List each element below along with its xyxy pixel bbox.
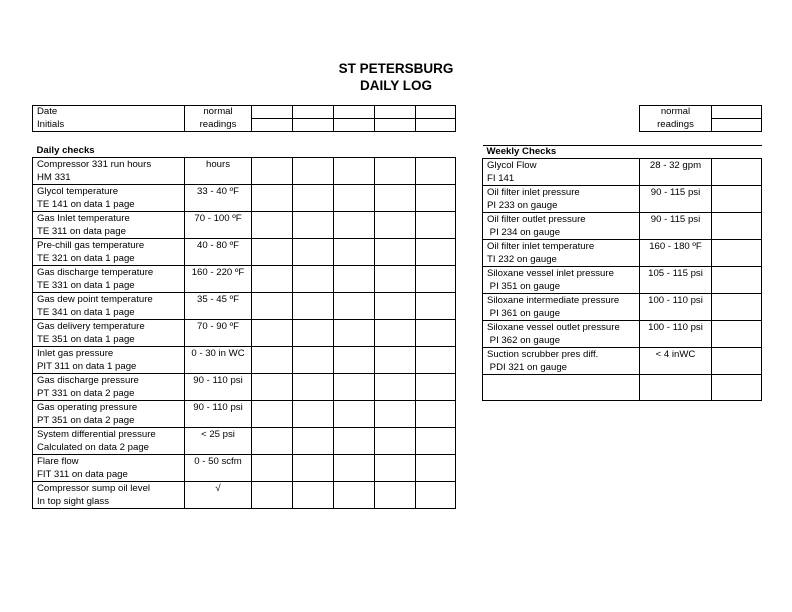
reading-cell[interactable]: [712, 294, 762, 321]
table-row: [33, 482, 456, 509]
check-label: [483, 213, 640, 240]
reading-cell[interactable]: [375, 347, 416, 374]
table-row: [483, 375, 762, 401]
table-row: [33, 158, 456, 185]
check-label: [33, 293, 185, 320]
reading-cell[interactable]: [334, 185, 375, 212]
check-name: Siloxane vessel outlet pressure: [487, 322, 620, 333]
reading-cell[interactable]: [334, 374, 375, 401]
check-label: [33, 401, 185, 428]
reading-cell[interactable]: [712, 321, 762, 348]
check-source: TE 141 on data 1 page: [37, 199, 135, 210]
check-label: [33, 455, 185, 482]
daily-log-table: [32, 105, 456, 509]
table-row: [483, 321, 762, 348]
initials-label: Initials: [33, 119, 185, 132]
date-cell[interactable]: [334, 106, 375, 119]
check-label: [33, 158, 185, 185]
reading-cell[interactable]: [252, 212, 293, 239]
date-cell[interactable]: [416, 106, 456, 119]
table-row: [33, 455, 456, 482]
table-row: [483, 267, 762, 294]
reading-cell[interactable]: [252, 293, 293, 320]
check-name: Gas operating pressure: [37, 402, 138, 413]
check-source: PDI 321 on gauge: [487, 362, 568, 373]
check-source: HM 331: [37, 172, 71, 183]
table-row: [33, 239, 456, 266]
normal-range: 90 - 115 psi: [640, 213, 712, 240]
normal-range: 90 - 110 psi: [185, 401, 252, 428]
reading-cell[interactable]: [334, 212, 375, 239]
reading-cell[interactable]: [293, 401, 334, 428]
reading-cell[interactable]: [334, 455, 375, 482]
date-cell[interactable]: [293, 106, 334, 119]
reading-cell[interactable]: [252, 266, 293, 293]
reading-cell[interactable]: [252, 374, 293, 401]
weekly-checks-table: [482, 145, 762, 401]
reading-cell[interactable]: [252, 455, 293, 482]
check-source: In top sight glass: [37, 496, 109, 507]
normal-range: 0 - 30 in WC: [185, 347, 252, 374]
date-cell[interactable]: [375, 106, 416, 119]
check-label: [33, 185, 185, 212]
reading-cell[interactable]: [416, 455, 456, 482]
reading-cell[interactable]: [293, 185, 334, 212]
daily-checks-heading: Daily checks: [33, 132, 456, 158]
reading-cell[interactable]: [375, 428, 416, 455]
check-label: [483, 348, 640, 375]
check-name: Gas Inlet temperature: [37, 213, 130, 224]
reading-cell[interactable]: [375, 239, 416, 266]
reading-cell[interactable]: [416, 266, 456, 293]
reading-cell[interactable]: [334, 239, 375, 266]
date-cell[interactable]: [252, 106, 293, 119]
empty-normal-cell[interactable]: [640, 375, 712, 401]
check-source: PI 233 on gauge: [487, 200, 558, 211]
check-name: Compressor sump oil level: [37, 483, 151, 494]
reading-cell[interactable]: [712, 348, 762, 375]
reading-cell[interactable]: [334, 320, 375, 347]
check-source: TE 321 on data 1 page: [37, 253, 135, 264]
reading-cell[interactable]: [712, 240, 762, 267]
reading-cell[interactable]: [252, 428, 293, 455]
reading-cell[interactable]: [416, 428, 456, 455]
check-label: [33, 239, 185, 266]
check-name: System differential pressure: [37, 429, 156, 440]
check-label: [33, 482, 185, 509]
check-name: Pre-chill gas temperature: [37, 240, 145, 251]
reading-cell[interactable]: [252, 347, 293, 374]
page-title-line-1: ST PETERSBURG: [338, 61, 454, 76]
reading-cell[interactable]: [334, 293, 375, 320]
reading-cell[interactable]: [293, 482, 334, 509]
check-label: [33, 347, 185, 374]
check-label: [33, 212, 185, 239]
check-label: [33, 320, 185, 347]
table-row: [33, 374, 456, 401]
reading-cell[interactable]: [334, 347, 375, 374]
empty-label-cell[interactable]: [483, 375, 640, 401]
table-row: [33, 320, 456, 347]
readings-header: readings: [185, 119, 252, 132]
reading-cell[interactable]: [416, 347, 456, 374]
reading-cell[interactable]: [252, 185, 293, 212]
reading-cell[interactable]: [293, 212, 334, 239]
normal-range: 160 - 220 ºF: [185, 266, 252, 293]
check-label: [483, 186, 640, 213]
check-name: Inlet gas pressure: [37, 348, 114, 359]
check-label: [33, 266, 185, 293]
reading-cell[interactable]: [293, 428, 334, 455]
reading-cell[interactable]: [334, 266, 375, 293]
page-title-line-2: DAILY LOG: [359, 78, 432, 93]
check-name: Glycol Flow: [487, 160, 537, 171]
check-source: PT 351 on data 2 page: [37, 415, 135, 426]
reading-cell[interactable]: [252, 482, 293, 509]
reading-cell[interactable]: [712, 159, 762, 186]
check-label: [483, 294, 640, 321]
normal-header: normal: [185, 106, 252, 119]
initials-cell[interactable]: [252, 119, 293, 132]
reading-cell[interactable]: [416, 185, 456, 212]
normal-range: 90 - 110 psi: [185, 374, 252, 401]
reading-cell[interactable]: [712, 186, 762, 213]
reading-cell[interactable]: [375, 212, 416, 239]
initials-cell[interactable]: [375, 119, 416, 132]
check-name: Oil filter outlet pressure: [487, 214, 586, 225]
check-source: PIT 311 on data 1 page: [37, 361, 137, 372]
reading-cell[interactable]: [293, 347, 334, 374]
reading-cell[interactable]: [252, 239, 293, 266]
reading-cell[interactable]: [375, 320, 416, 347]
check-source: PT 331 on data 2 page: [37, 388, 135, 399]
initials-cell[interactable]: [334, 119, 375, 132]
check-source: FI 141: [487, 173, 515, 184]
weekly-checks-rows: [483, 159, 762, 401]
weekly-header-cell[interactable]: [712, 119, 762, 132]
normal-range: 70 - 90 ºF: [185, 320, 252, 347]
normal-range: < 25 psi: [185, 428, 252, 455]
reading-cell[interactable]: [416, 158, 456, 185]
check-name: Oil filter inlet temperature: [487, 241, 595, 252]
normal-range: √: [185, 482, 252, 509]
reading-cell[interactable]: [416, 401, 456, 428]
table-row: [483, 294, 762, 321]
check-source: PI 361 on gauge: [487, 308, 561, 319]
reading-cell[interactable]: [375, 374, 416, 401]
weekly-normal-header: normal: [640, 106, 712, 119]
check-label: [33, 374, 185, 401]
check-source: PI 362 on gauge: [487, 335, 561, 346]
check-name: Flare flow: [37, 456, 79, 467]
reading-cell[interactable]: [293, 158, 334, 185]
normal-range: 160 - 180 ºF: [640, 240, 712, 267]
weekly-header-cell[interactable]: [712, 106, 762, 119]
check-source: FIT 311 on data page: [37, 469, 128, 480]
table-row: [33, 428, 456, 455]
normal-range: 0 - 50 scfm: [185, 455, 252, 482]
table-row: [483, 213, 762, 240]
check-name: Gas discharge pressure: [37, 375, 139, 386]
daily-checks-rows: [33, 158, 456, 509]
check-label: [483, 159, 640, 186]
reading-cell[interactable]: [416, 374, 456, 401]
reading-cell[interactable]: [712, 375, 762, 401]
table-row: [483, 348, 762, 375]
table-row: [483, 186, 762, 213]
reading-cell[interactable]: [375, 185, 416, 212]
date-label: Date: [33, 106, 185, 119]
weekly-readings-header: readings: [640, 119, 712, 132]
table-row: [33, 266, 456, 293]
table-row: [33, 212, 456, 239]
initials-cell[interactable]: [293, 119, 334, 132]
check-name: Gas discharge temperature: [37, 267, 154, 278]
reading-cell[interactable]: [375, 158, 416, 185]
check-source: TI 232 on gauge: [487, 254, 557, 265]
check-label: [483, 321, 640, 348]
check-name: Gas dew point temperature: [37, 294, 153, 305]
check-source: PI 234 on gauge: [487, 227, 561, 238]
normal-range: 40 - 80 ºF: [185, 239, 252, 266]
weekly-checks-heading: Weekly Checks: [483, 146, 762, 159]
table-row: [33, 293, 456, 320]
check-source: TE 331 on data 1 page: [37, 280, 135, 291]
reading-cell[interactable]: [334, 428, 375, 455]
check-name: Gas delivery temperature: [37, 321, 145, 332]
check-name: Compressor 331 run hours: [37, 159, 152, 170]
reading-cell[interactable]: [375, 293, 416, 320]
check-source: TE 341 on data 1 page: [37, 307, 135, 318]
check-source: TE 351 on data 1 page: [37, 334, 135, 345]
reading-cell[interactable]: [293, 320, 334, 347]
reading-cell[interactable]: [252, 401, 293, 428]
reading-cell[interactable]: [334, 401, 375, 428]
reading-cell[interactable]: [334, 158, 375, 185]
check-name: Glycol temperature: [37, 186, 119, 197]
normal-range: 28 - 32 gpm: [640, 159, 712, 186]
reading-cell[interactable]: [416, 239, 456, 266]
table-row: [33, 401, 456, 428]
normal-range: < 4 inWC: [640, 348, 712, 375]
initials-cell[interactable]: [416, 119, 456, 132]
check-label: [33, 428, 185, 455]
reading-cell[interactable]: [334, 482, 375, 509]
check-source: Calculated on data 2 page: [37, 442, 150, 453]
reading-cell[interactable]: [293, 374, 334, 401]
check-name: Oil filter inlet pressure: [487, 187, 580, 198]
reading-cell[interactable]: [416, 293, 456, 320]
reading-cell[interactable]: [293, 266, 334, 293]
reading-cell[interactable]: [293, 239, 334, 266]
reading-cell[interactable]: [375, 455, 416, 482]
reading-cell[interactable]: [712, 213, 762, 240]
check-name: Siloxane intermediate pressure: [487, 295, 620, 306]
reading-cell[interactable]: [416, 482, 456, 509]
normal-range: 100 - 110 psi: [640, 294, 712, 321]
weekly-header-table: [639, 105, 762, 132]
reading-cell[interactable]: [375, 482, 416, 509]
table-row: [483, 159, 762, 186]
reading-cell[interactable]: [252, 320, 293, 347]
normal-range: 100 - 110 psi: [640, 321, 712, 348]
normal-range: 105 - 115 psi: [640, 267, 712, 294]
reading-cell[interactable]: [375, 401, 416, 428]
reading-cell[interactable]: [252, 158, 293, 185]
table-row: [483, 240, 762, 267]
check-name: Suction scrubber pres diff.: [487, 349, 599, 360]
reading-cell[interactable]: [416, 212, 456, 239]
check-label: [483, 240, 640, 267]
check-source: TE 311 on data page: [37, 226, 126, 237]
check-label: [483, 267, 640, 294]
reading-cell[interactable]: [712, 267, 762, 294]
reading-cell[interactable]: [293, 293, 334, 320]
reading-cell[interactable]: [416, 320, 456, 347]
check-source: PI 351 on gauge: [487, 281, 561, 292]
normal-range: 35 - 45 ºF: [185, 293, 252, 320]
check-name: Siloxane vessel inlet pressure: [487, 268, 614, 279]
reading-cell[interactable]: [375, 266, 416, 293]
table-row: [33, 185, 456, 212]
normal-range: 90 - 115 psi: [640, 186, 712, 213]
reading-cell[interactable]: [293, 455, 334, 482]
table-row: [33, 347, 456, 374]
normal-range: hours: [185, 158, 252, 185]
normal-range: 70 - 100 ºF: [185, 212, 252, 239]
normal-range: 33 - 40 ºF: [185, 185, 252, 212]
